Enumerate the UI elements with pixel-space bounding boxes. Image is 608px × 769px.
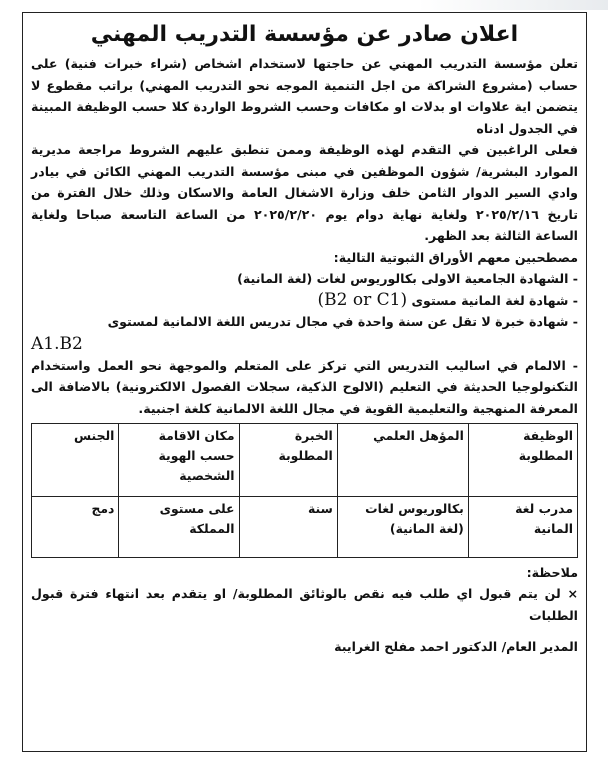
document-item-language-cert xyxy=(31,290,578,312)
applicants-paragraph: فعلى الراغبين في التقدم لهذه الوظيفة وممن تنطبق عليهم الشروط مراجعة مديرية الموارد البشرية/ شؤون الموظفين في مبنى مؤسسة التدريب المهني الكائن في بيادر وادي السير الدوار الثامن خلف وزارة الاشغال العامة والاسكان وذلك خلال الفترة من تاريخ ٢٠٢٥/٢/١٦ ولغاية نهاية دوام يوم ٢٠٢٥/٢/٢٠ من الساعة التاسعة صباحا ولغاية الساعة الثالثة بعد الظهر. xyxy=(31,142,578,243)
document-item-experience: - شهادة خبرة لا تقل عن سنة واحدة في مجال تدريس اللغة الالمانية لمستوى xyxy=(107,314,578,329)
cell-residence: على مستوى المملكة xyxy=(119,497,239,558)
note-text: × لن يتم قبول اي طلب فيه نقص بالوثائق المطلوبة/ او يتقدم بعد انتهاء فترة قبول الطلبات xyxy=(31,586,578,623)
announcement-title: اعلان صادر عن مؤسسة التدريب المهني xyxy=(90,22,519,47)
cell-experience: سنة xyxy=(239,497,337,558)
document-item-language-cert-text: - شهادة لغة المانية مستوى xyxy=(411,292,578,308)
header-residence: مكان الاقامة حسب الهوية الشخصية xyxy=(119,424,239,497)
document-item-degree: - الشهادة الجامعية الاولى بكالوريوس لغات (لغة المانية) xyxy=(237,271,578,286)
language-level: (B2 or C1) xyxy=(317,289,408,310)
experience-level: A1.B2 xyxy=(31,333,83,354)
cell-job: مدرب لغة المانية xyxy=(468,497,577,558)
header-gender: الجنس xyxy=(32,424,119,497)
signature: المدير العام/ الدكتور احمد مفلح الغرايبة xyxy=(334,639,578,654)
cell-qualification: بكالوريوس لغات (لغة المانية) xyxy=(337,497,468,558)
header-qualification: المؤهل العلمي xyxy=(337,424,468,497)
cell-gender: دمج xyxy=(32,497,119,558)
table-row xyxy=(32,497,578,558)
note-title: ملاحظة: xyxy=(526,565,578,580)
intro-paragraph: تعلن مؤسسة التدريب المهني عن حاجتها لاستخدام اشخاص (شراء خبرات فنية) على حساب (مشروع الشراكة من اجل التنمية الموجه نحو التدريب المهني) براتب مقطوع لا يتضمن اية علاوات او بدلات او مكافات وحسب الشروط الواردة كلا حسب الوظيفة المبينة في الجدول ادناه xyxy=(31,56,578,136)
documents-heading: مصطحبين معهم الأوراق الثبوتية التالية: xyxy=(333,249,578,265)
table-header-row xyxy=(32,424,578,497)
requirements-table xyxy=(31,423,578,558)
header-job: الوظيفة المطلوبة xyxy=(468,424,577,497)
header-experience: الخبرة المطلوبة xyxy=(239,424,337,497)
announcement-frame xyxy=(22,12,587,752)
document-item-teaching-skills: - الالمام في اساليب التدريس التي تركز على المتعلم والموجهة نحو العمل واستخدام التكنولوجيا الحديثة في التعليم (الالوح الذكية، سجلات الفصول الالكترونية) بالاضافة الى المعرفة المنهجية والتعليمية القوية في مجال اللغة الالمانية كلغة اجنبية. xyxy=(31,357,578,416)
scan-smudge xyxy=(418,0,608,10)
